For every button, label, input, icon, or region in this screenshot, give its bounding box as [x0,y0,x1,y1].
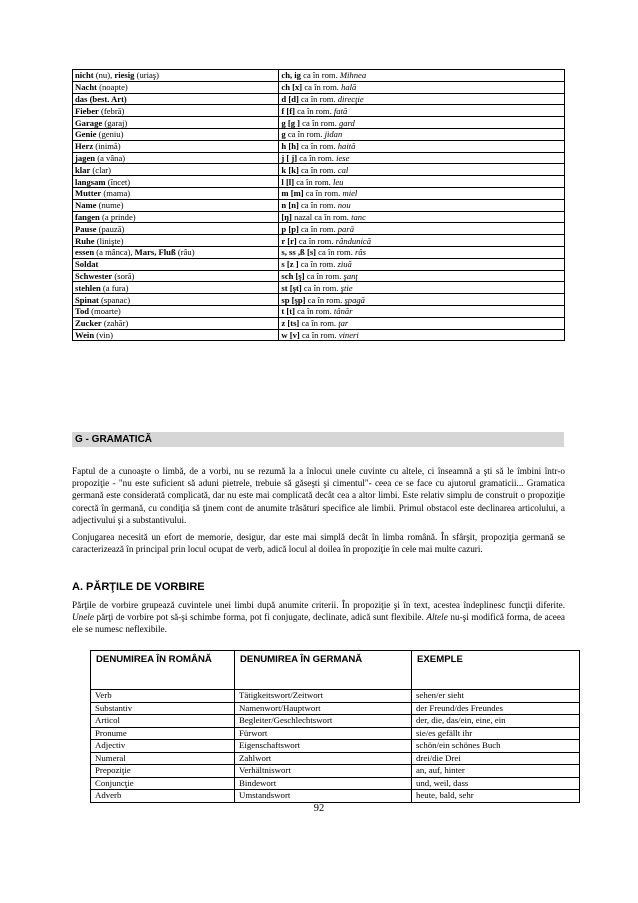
sound-note: ca în rom. [298,200,338,211]
sound-note: ca în rom. [299,318,339,329]
word-gloss: (a fura) [100,282,129,293]
sound-symbol: f [f] [281,105,296,116]
romanian-term: Prepoziţie [91,765,235,778]
pron-sound-cell [279,81,565,93]
sound-note: ca în rom. [300,70,340,81]
romanian-example: nou [337,200,351,211]
sound-symbol: d [d] [281,93,299,104]
romanian-example: hală [341,82,357,93]
pron-sound-cell [279,282,565,294]
german-term: Namenwort/Hauptwort [235,702,412,715]
sound-symbol: l [l] [281,176,295,187]
german-word: das (best. Art) [75,93,127,104]
pron-row [73,246,565,258]
paragraph-conjugation: Conjugarea necesită un efort de memorie, desigur, dar este mai simplă decât în limba română. În sfârşit, propoziţia germană se caracterizează în principal prin locul ocupat de verb, adică locul al doilea în propoziţie în cele mai multe cazuri. [72,532,565,555]
pron-sound-cell [279,305,565,317]
pron-sound-cell [279,235,565,247]
german-word: langsam [75,176,106,187]
romanian-example: direcţie [337,93,364,104]
pron-row [73,211,565,223]
pron-sound-cell [279,93,565,105]
pron-sound-cell [279,317,565,329]
sound-symbol: k [k] [281,164,299,175]
section-heading-grammar: G - GRAMATICĂ [72,432,564,447]
subheading-parts-of-speech: A. PĂRŢILE DE VORBIRE [72,581,205,593]
parts-row [91,790,580,803]
pron-row [73,70,565,82]
pron-row [73,93,565,105]
german-word: Mutter [75,188,102,199]
word-gloss: (încet) [105,176,131,187]
german-word: Schwester [75,270,113,281]
sound-note: ca în rom. [300,117,339,128]
sound-note: ca în rom. [298,164,338,175]
pron-sound-cell [279,211,565,223]
example-words: und, weil, dass [412,777,580,790]
pron-row [73,152,565,164]
sound-symbol: s, ss ,ß [s] [281,247,317,258]
pron-word-cell [73,187,279,199]
pron-sound-cell [279,164,565,176]
german-word: Spinat [75,294,99,305]
pron-word-cell [73,317,279,329]
romanian-term: Articol [91,715,235,728]
german-word: Fieber [75,105,99,116]
sound-note: ca în rom. [285,129,325,140]
sound-symbol: t [t] [281,306,296,317]
parts-row [91,715,580,728]
pron-row [73,223,565,235]
pron-sound-cell [279,329,565,341]
romanian-example: tânăr [333,306,353,317]
german-word: Ruhe [75,235,95,246]
word-gloss: (linişte) [94,235,124,246]
word-gloss: (mama) [101,188,131,199]
pron-sound-cell [279,152,565,164]
word-gloss: (nu), [93,70,115,81]
pron-row [73,187,565,199]
pron-word-cell [73,128,279,140]
sound-note: ca în rom. [301,282,341,293]
pron-row [73,140,565,152]
pron-row [73,282,565,294]
pron-word-cell [73,258,279,270]
sound-note: ca în rom. [298,223,338,234]
pron-sound-cell [279,199,565,211]
word-gloss: (noapte) [96,82,128,93]
sound-note: ca în rom. [298,141,338,152]
sound-note: ca în rom. [305,294,345,305]
sound-symbol: j [ j] [281,152,298,163]
word-gloss: (clar) [90,164,112,175]
example-words: schön/ein schönes Buch [412,740,580,753]
romanian-term: Adjectiv [91,740,235,753]
pron-sound-cell [279,105,565,117]
romanian-example: haită [337,141,356,152]
sound-symbol: ch [x] [281,82,303,93]
parts-table-body [91,690,580,803]
romanian-term: Numeral [91,752,235,765]
german-term: Tätigkeitswort/Zeitwort [235,690,412,703]
sound-note: ca în rom. [299,329,339,340]
word-gloss: (geniu) [96,129,124,140]
pron-sound-cell [279,117,565,129]
p3-end: nu-şi modifică forma, de aceea ele se numesc neflexibile. [72,612,565,635]
romanian-example: ţar [338,318,349,329]
word-gloss: (soră) [112,270,135,281]
romanian-example: râs [354,247,366,258]
german-word-2: Mars, Fluß [134,247,176,258]
p3-middle: părţi de vorbire pot să-şi schimbe forma, pot fi conjugate, declinate, adică sunt flexibile. [93,612,427,623]
german-word: jagen [75,152,96,163]
pron-row [73,164,565,176]
word-gloss-2: (uriaş) [134,70,160,81]
sound-symbol: ch, ig [281,70,301,81]
romanian-example: ziuă [337,259,352,270]
german-word: Garage [75,117,103,128]
sound-symbol: [ŋ] [281,211,292,222]
pron-row [73,105,565,117]
word-gloss: (vin) [94,329,113,340]
romanian-term: Pronume [91,727,235,740]
romanian-term: Verb [91,690,235,703]
pron-word-cell [73,93,279,105]
sound-symbol: p [p] [281,223,299,234]
german-term: Eigenschaftswort [235,740,412,753]
sound-symbol: m [m] [281,188,304,199]
romanian-example: jidan [324,129,343,140]
german-word: Nacht [75,82,97,93]
word-gloss: (pauză) [96,223,125,234]
pron-row [73,81,565,93]
sound-symbol: g [281,129,286,140]
sound-note: nazal ca în rom. [291,211,352,222]
parts-row [91,765,580,778]
romanian-example: rândunică [335,235,371,246]
pron-word-cell [73,81,279,93]
parts-row [91,727,580,740]
parts-row [91,777,580,790]
pron-row [73,199,565,211]
parts-table-header-row [91,651,580,690]
romanian-example: vineri [338,329,359,340]
paragraph-parts-of-speech [72,599,565,636]
sound-symbol: h [h] [281,141,299,152]
example-words: der Freund/des Freundes [412,702,580,715]
romanian-example: pară [337,223,354,234]
word-gloss-2: (râu) [175,247,195,258]
romanian-term: Adverb [91,790,235,803]
german-term: Zahlwort [235,752,412,765]
sound-note: ca în rom. [304,270,344,281]
pron-word-cell [73,246,279,258]
german-word: Wein [75,329,95,340]
german-word: Genie [75,129,97,140]
pron-sound-cell [279,140,565,152]
romanian-example: gard [338,117,355,128]
pron-sound-cell [279,223,565,235]
sound-note: ca în rom. [294,176,333,187]
header-examples: EXEMPLE [412,651,580,690]
romanian-term: Substantiv [91,702,235,715]
header-german: DENUMIREA ÎN GERMANĂ [235,651,412,690]
romanian-example: iese [336,152,350,163]
german-word: klar [75,164,91,175]
sound-note: ca în rom. [295,105,334,116]
pron-sound-cell [279,294,565,306]
german-word: Zucker [75,318,102,329]
german-word: essen [75,247,95,258]
pron-word-cell [73,211,279,223]
example-words: drei/die Drei [412,752,580,765]
pron-word-cell [73,282,279,294]
word-gloss: (garaj) [102,117,128,128]
pron-word-cell [73,140,279,152]
pron-row [73,258,565,270]
paragraph-intro: Faptul de a cunoaşte o limbă, de a vorbi, nu se rezumă la a înlocui unele cuvinte cu altele, ci înseamnă a şti să le îmbini într-o propoziţie - "nu este suficient să aduni pietrele, trebuie să găseşti şi cimentul"- ceea ce se face cu ajutorul gramaticii... Gramatica germană este considerată complicată, dar nu este mai complicată decât cea a altor limbi. Este relativ simplu de construit o propoziţie corectă în germană, cu condiţia să ţinem cont de anumite trăsături specifice ale limbii. Primul obstacol este declinarea articolului, a adjectivului şi a substantivului. [72,466,565,525]
sound-symbol: w [v] [281,329,300,340]
german-word: Tod [75,306,90,317]
german-word: nicht [75,70,94,81]
pron-word-cell [73,164,279,176]
p3-start: Părţile de vorbire grupează cuvintele unei limbi după anumite criterii. În propoziţie şi în text, acestea îndeplinesc funcţii diferite. [72,600,565,610]
romanian-example: miel [342,188,358,199]
sound-note: ca în rom. [303,188,343,199]
sound-symbol: sp [şp] [281,294,306,305]
german-word: Pause [75,223,97,234]
german-term: Verhältniswort [235,765,412,778]
example-words: der, die, das/ein, eine, ein [412,715,580,728]
german-term: Begleiter/Geschlechtswort [235,715,412,728]
sound-symbol: st [şt] [281,282,302,293]
romanian-example: Mihnea [339,70,367,81]
pron-sound-cell [279,70,565,82]
word-gloss: (zahăr) [101,318,129,329]
pron-word-cell [73,235,279,247]
pron-word-cell [73,70,279,82]
sound-note: ca în rom. [316,247,355,258]
sound-symbol: s [z ] [281,259,299,270]
sound-symbol: sch [ş] [281,270,305,281]
sound-note: ca în rom. [295,306,334,317]
sound-symbol: g [g ] [281,117,301,128]
pron-row [73,270,565,282]
pron-word-cell [73,117,279,129]
parts-row [91,690,580,703]
pron-sound-cell [279,258,565,270]
example-words: sie/es gefällt ihr [412,727,580,740]
pron-sound-cell [279,246,565,258]
pron-sound-cell [279,176,565,188]
word-gloss: (febră) [98,105,125,116]
word-gloss: (nume) [96,200,124,211]
sound-note: ca în rom. [302,82,342,93]
pron-word-cell [73,199,279,211]
romanian-example: ştie [340,282,353,293]
pron-word-cell [73,305,279,317]
german-word: fangen [75,211,100,222]
sound-note: ca în rom. [297,152,337,163]
german-word: Herz [75,141,94,152]
pron-row [73,294,565,306]
word-gloss: (a mânca), [94,247,135,258]
parts-row [91,702,580,715]
pron-row [73,128,565,140]
parts-of-speech-table [90,650,580,803]
german-word-2: riesig [114,70,135,81]
pronunciation-table [72,69,565,341]
p3-altele: Altele [426,612,448,623]
german-word: stehlen [75,282,101,293]
romanian-example: şpagă [344,294,365,305]
sound-symbol: r [r] [281,235,297,246]
pron-word-cell [73,329,279,341]
pron-row [73,329,565,341]
pron-word-cell [73,223,279,235]
german-term: Umstandswort [235,790,412,803]
pron-row [73,117,565,129]
word-gloss: (a vâna) [95,152,126,163]
p3-unele: Unele [72,612,94,623]
romanian-example: tanc [351,211,366,222]
pron-sound-cell [279,187,565,199]
parts-row [91,752,580,765]
german-term: Bindewort [235,777,412,790]
pron-row [73,235,565,247]
romanian-term: Conjuncţie [91,777,235,790]
example-words: sehen/er sieht [412,690,580,703]
german-word: Name [75,200,97,211]
german-word: Soldat [75,259,99,270]
pron-row [73,305,565,317]
word-gloss: (moarte) [89,306,121,317]
word-gloss: (inimă) [93,141,121,152]
pron-sound-cell [279,270,565,282]
pron-word-cell [73,152,279,164]
sound-symbol: n [n] [281,200,299,211]
word-gloss: (spanac) [98,294,131,305]
sound-note: ca în rom. [298,259,338,270]
header-romanian: DENUMIREA ÎN ROMÂNĂ [91,651,235,690]
pron-word-cell [73,294,279,306]
pron-sound-cell [279,128,565,140]
romanian-example: şanţ [343,270,358,281]
pronunciation-table-body [73,70,565,341]
example-words: an, auf, hinter [412,765,580,778]
page-number: 92 [313,803,325,814]
pron-word-cell [73,176,279,188]
word-gloss: (a prinde) [99,211,136,222]
romanian-example: leu [332,176,344,187]
pron-row [73,317,565,329]
sound-note: ca în rom. [298,93,338,104]
romanian-example: fată [333,105,348,116]
pron-word-cell [73,270,279,282]
example-words: heute, bald, sehr [412,790,580,803]
sound-note: ca în rom. [296,235,336,246]
sound-symbol: z [ts] [281,318,300,329]
pron-row [73,176,565,188]
romanian-example: cal [337,164,349,175]
pron-word-cell [73,105,279,117]
german-term: Fürwort [235,727,412,740]
parts-row [91,740,580,753]
